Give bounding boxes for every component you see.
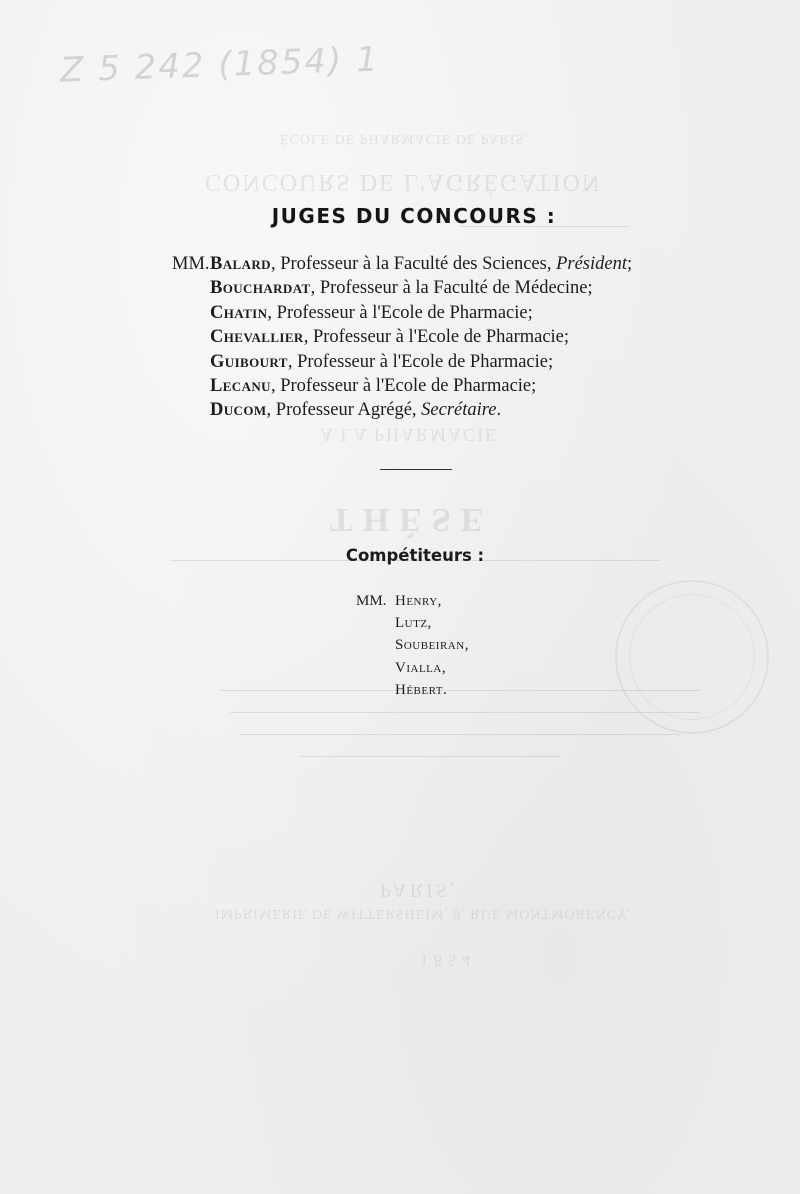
competitor-name: Vialla [395,659,442,676]
competitor-line-end: , [441,659,446,676]
bleed-through-text: THÈSE [330,501,494,538]
judges-prefix: MM. [172,254,210,274]
judges-heading: JUGES DU CONCOURS : [271,204,557,228]
competitor-line [356,657,468,679]
bleed-through-text: A LA PHARMACIE [320,425,499,445]
competitor-name: Soubeiran [395,637,465,654]
judge-role: , Professeur à l'Ecole de Pharmacie; [287,351,554,372]
competitor-line-end: , [437,593,442,609]
judge-role-italic: Président [556,254,627,274]
bleed-through-text: ÉCOLE DE PHARMACIE DE PARIS. [280,131,529,146]
judge-role: , Professeur à l'Ecole de Pharmacie; [270,376,537,397]
judge-name: Chevallier [210,327,304,348]
competitor-name: Hébert [395,681,444,698]
competitor-name: Lutz [395,615,428,632]
competitor-line [356,679,468,701]
handwritten-shelfmark: Z 5 242 (1854) 1 [59,39,381,91]
competitor-line-end: , [427,615,432,632]
bleed-through-text: 1854 [420,951,476,968]
competitor-line [356,634,468,656]
bleed-through-text: CONCOURS DE L'AGRÉGATION [205,169,602,195]
bleed-through-text: IMPRIMERIE DE WITTERSHEIM, 8, RUE MONTMORENCY. [215,906,631,921]
competitor-line [356,612,468,634]
judge-line [172,398,632,422]
judge-role: , Professeur à l'Ecole de Pharmacie; [303,327,570,348]
bleed-through-text: PARIS, [380,879,458,901]
competitor-line [356,590,468,612]
judge-name: Guibourt [210,351,288,372]
judge-name: Chatin [210,302,268,323]
competitors-list [356,590,468,701]
competitor-line-end: , [464,637,469,654]
judge-line [172,301,632,325]
bleed-through-rule [240,734,680,735]
competitors-heading: Compétiteurs : [345,546,485,565]
judge-line-end: ; [627,254,633,274]
judge-line [172,374,632,398]
judges-list [172,252,632,423]
competitor-line-end: . [443,681,447,698]
judge-role: , Professeur à la Faculté de Médecine; [310,278,593,299]
section-divider [380,469,452,470]
judge-line [172,325,632,349]
judge-line [172,276,632,300]
bleed-through-rule [230,712,700,713]
competitor-name: Henry [395,593,438,609]
judge-line-end: . [496,400,502,421]
bleed-through-rule [300,756,560,757]
judge-role: , Professeur à l'Ecole de Pharmacie; [267,302,533,323]
judge-name: Bouchardat [210,278,311,299]
judge-role: , Professeur à la Faculté des Sciences, [270,254,557,274]
judge-line [172,252,632,276]
judge-name: Ducom [210,400,267,421]
judge-role: , Professeur Agrégé, [266,400,422,421]
judge-role-italic: Secrétaire [421,400,497,421]
judge-name: Balard [210,254,271,274]
judge-name: Lecanu [210,376,271,397]
judge-line [172,350,632,374]
library-stamp-icon [615,580,769,734]
competitors-prefix: MM. [356,593,387,609]
